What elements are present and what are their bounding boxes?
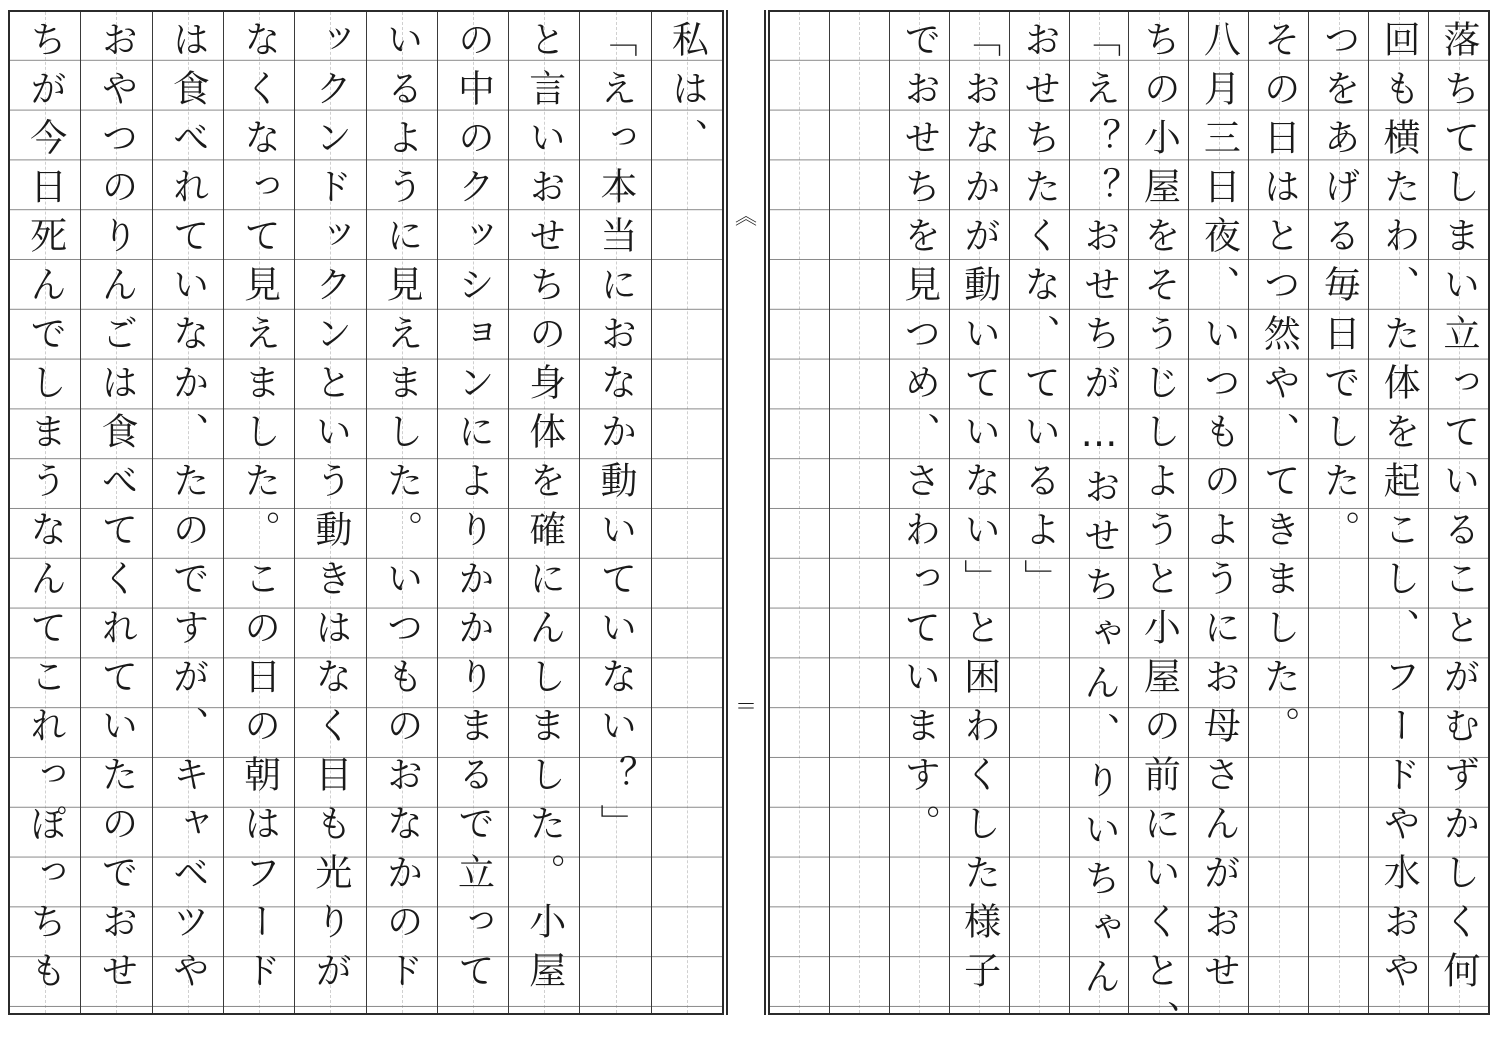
column xyxy=(366,12,437,1013)
column xyxy=(1248,12,1308,1013)
column-text: でおせちを見つめ、さわっています。 xyxy=(897,20,941,853)
column-text: 落ちてしまい立っていることがむずかしく何 xyxy=(1437,20,1481,1000)
column xyxy=(1428,12,1488,1013)
column-text: と言いおせちの身体を確にんしました。小屋 xyxy=(522,20,566,1000)
column-text: その日はとつ然や、てきました。 xyxy=(1257,20,1301,755)
column xyxy=(508,12,579,1013)
column xyxy=(579,12,650,1013)
column xyxy=(437,12,508,1013)
column-text: ックンドックンという動きはなく目も光りが xyxy=(308,20,352,1000)
column xyxy=(1128,12,1188,1049)
column-text: つをあげる毎日でした。 xyxy=(1317,20,1361,559)
column xyxy=(223,12,294,1013)
column xyxy=(949,12,1009,1013)
column xyxy=(770,12,829,1013)
column-text: 「おなかが動いていない」と困わくした様子 xyxy=(957,20,1001,1000)
gutter-mark-top: ︽ xyxy=(734,205,757,230)
column-text: 私は、 xyxy=(665,20,709,167)
column-text: の中のクッションによりかかりまるで立って xyxy=(451,20,495,1000)
center-gutter xyxy=(726,10,766,1015)
column xyxy=(889,12,949,1013)
column-text: ちが今日死んでしまうなんてこれっぽっちも xyxy=(23,20,67,1000)
column-text: なくなって見えました。この日の朝はフード xyxy=(237,20,281,1000)
gutter-mark-middle: ＝ xyxy=(734,695,757,720)
column xyxy=(829,12,889,1013)
left-page xyxy=(8,10,724,1015)
column xyxy=(10,12,80,1013)
column-text: おせちたくな、ているよ」 xyxy=(1017,20,1061,608)
column xyxy=(1069,12,1129,1013)
column xyxy=(1009,12,1069,1013)
column xyxy=(1188,12,1248,1013)
right-page xyxy=(768,10,1490,1049)
column xyxy=(651,12,722,1013)
column-text: 「えっ本当におなか動いていない？」 xyxy=(594,20,638,853)
column-text: 八月三日夜、いつものようにお母さんがおせ xyxy=(1197,20,1241,1000)
column xyxy=(1368,12,1428,1013)
column-text: いるように見えました。いつものおなかのド xyxy=(380,20,424,1000)
column xyxy=(80,12,151,1013)
column-text: 回も横たわ、た体を起こし、フードや水おや xyxy=(1377,20,1421,1000)
column xyxy=(294,12,365,1013)
column-text: ちの小屋をそうじしようと小屋の前にいくと、 xyxy=(1137,20,1181,1049)
column-text: おやつのりんごは食べてくれていたのでおせ xyxy=(94,20,138,1000)
column-text: 「え？？おせちが…おせちゃん、りいちゃん xyxy=(1077,20,1121,1006)
column xyxy=(152,12,223,1013)
column xyxy=(1308,12,1368,1013)
column-text: は食べれていなか、たのですが、キャベツや xyxy=(166,20,210,1000)
